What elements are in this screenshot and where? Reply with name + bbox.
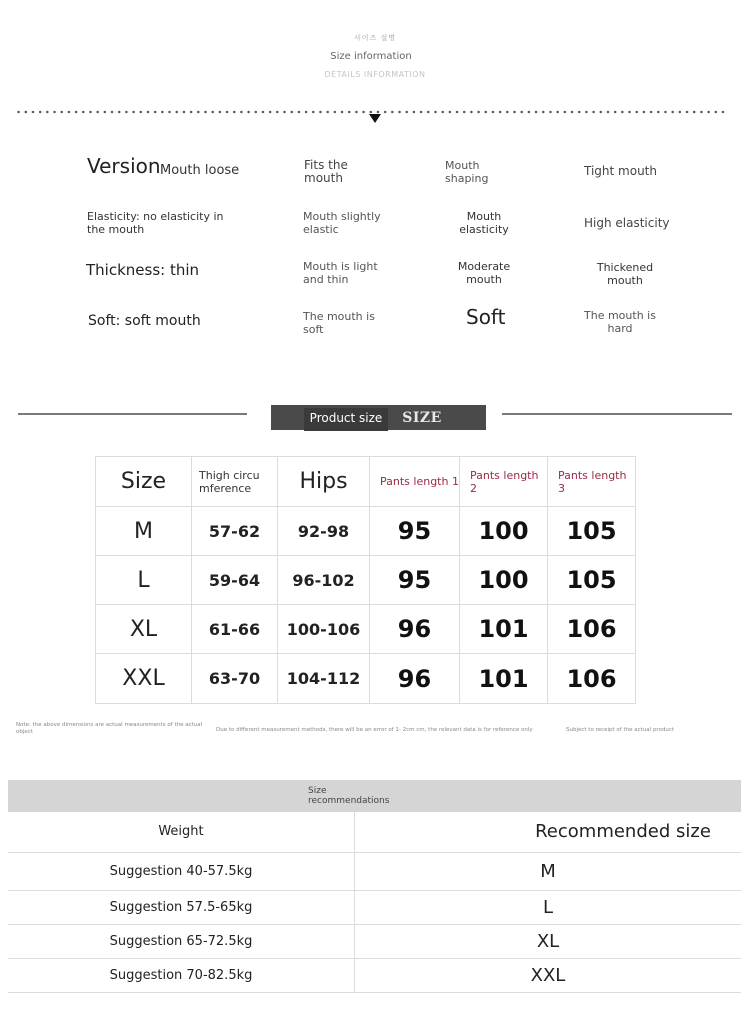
size-badge: SIZE: [402, 410, 442, 426]
length1-cell: 95: [370, 507, 460, 556]
recommended-size-cell: XL: [355, 924, 742, 958]
header-pants-length-2: Pants length 2: [460, 457, 548, 507]
recommended-size-cell: L: [355, 890, 742, 924]
table-row: [96, 556, 636, 605]
attr-soft-label: Soft: soft mouth: [88, 313, 201, 329]
size-table-header-row: [96, 457, 636, 507]
header-size: Size: [96, 457, 192, 507]
weight-cell: Suggestion 70-82.5kg: [8, 958, 355, 992]
attr-thickened-mouth: Thickened mouth: [596, 261, 654, 287]
length1-cell: 95: [370, 556, 460, 605]
down-triangle-icon: [369, 114, 381, 123]
table-row: [8, 852, 741, 890]
attr-slightly-elastic: Mouth slightly elastic: [303, 210, 381, 236]
attr-elasticity-label: Elasticity: no elasticity in the mouth: [87, 210, 224, 236]
length2-cell: 100: [460, 556, 548, 605]
length3-cell: 105: [548, 556, 636, 605]
left-rule: [18, 413, 247, 415]
attr-mouth-shaping: Mouth shaping: [445, 159, 489, 185]
note-actual-measurement: Note: the above dimensions are actual measurements of the actual object: [16, 722, 203, 735]
weight-cell: Suggestion 40-57.5kg: [8, 852, 355, 890]
weight-cell: Suggestion 65-72.5kg: [8, 924, 355, 958]
hips-cell: 100-106: [278, 605, 370, 654]
recommended-size-cell: XXL: [355, 958, 742, 992]
attr-moderate-mouth: Moderate mouth: [457, 260, 511, 286]
table-row: [8, 958, 741, 992]
hips-cell: 92-98: [278, 507, 370, 556]
table-row: [96, 654, 636, 704]
attr-thickness-label: Thickness: thin: [86, 261, 200, 279]
attr-version-label: Version: [87, 154, 161, 178]
length1-cell: 96: [370, 605, 460, 654]
header-weight: Weight: [8, 812, 355, 852]
recommendations-header-row: [8, 812, 741, 852]
header-pants-length-3: Pants length 3: [548, 457, 636, 507]
table-row: [96, 507, 636, 556]
note-subject-to-receipt: Subject to receipt of the actual product: [566, 727, 675, 733]
right-rule: [502, 413, 732, 415]
attr-soft: Soft: [466, 305, 506, 329]
page-title: Size information: [330, 51, 412, 62]
attr-tight-mouth: Tight mouth: [584, 164, 657, 178]
recommended-size-cell: M: [355, 852, 742, 890]
weight-cell: Suggestion 57.5-65kg: [8, 890, 355, 924]
size-cell: XL: [96, 605, 192, 654]
hips-cell: 96-102: [278, 556, 370, 605]
header-recommended-size: Recommended size: [355, 812, 742, 852]
length2-cell: 101: [460, 654, 548, 704]
thigh-cell: 59-64: [192, 556, 278, 605]
product-size-label: Product size: [304, 408, 388, 431]
attr-mouth-elasticity: Mouth elasticity: [459, 210, 509, 236]
attr-light-thin: Mouth is light and thin: [303, 260, 378, 286]
table-row: [96, 605, 636, 654]
attr-mouth-loose: Mouth loose: [160, 163, 240, 178]
table-row: [8, 924, 741, 958]
page-subtitle: DETAILS INFORMATION: [324, 70, 426, 79]
length2-cell: 101: [460, 605, 548, 654]
size-cell: L: [96, 556, 192, 605]
attr-high-elasticity: High elasticity: [584, 216, 670, 230]
header-thigh: Thigh circu mference: [192, 457, 278, 507]
thigh-cell: 63-70: [192, 654, 278, 704]
length3-cell: 106: [548, 605, 636, 654]
attr-mouth-soft: The mouth is soft: [303, 310, 375, 336]
header-pants-length-1: Pants length 1: [370, 457, 460, 507]
recommendations-table: [8, 812, 741, 993]
length3-cell: 105: [548, 507, 636, 556]
hips-cell: 104-112: [278, 654, 370, 704]
size-cell: XXL: [96, 654, 192, 704]
recommendations-title: Size recommendations: [308, 786, 390, 806]
korean-title: 사이즈 설명: [353, 34, 397, 42]
note-measurement-error: Due to different measurement methods, there will be an error of 1- 2cm cm, the relevant data is for reference only: [216, 727, 533, 733]
thigh-cell: 61-66: [192, 605, 278, 654]
length2-cell: 100: [460, 507, 548, 556]
header-hips: Hips: [278, 457, 370, 507]
length3-cell: 106: [548, 654, 636, 704]
thigh-cell: 57-62: [192, 507, 278, 556]
attr-fits-mouth: Fits the mouth: [304, 158, 348, 185]
size-cell: M: [96, 507, 192, 556]
length1-cell: 96: [370, 654, 460, 704]
attr-mouth-hard: The mouth is hard: [584, 309, 656, 335]
table-row: [8, 890, 741, 924]
size-table: [95, 456, 636, 704]
